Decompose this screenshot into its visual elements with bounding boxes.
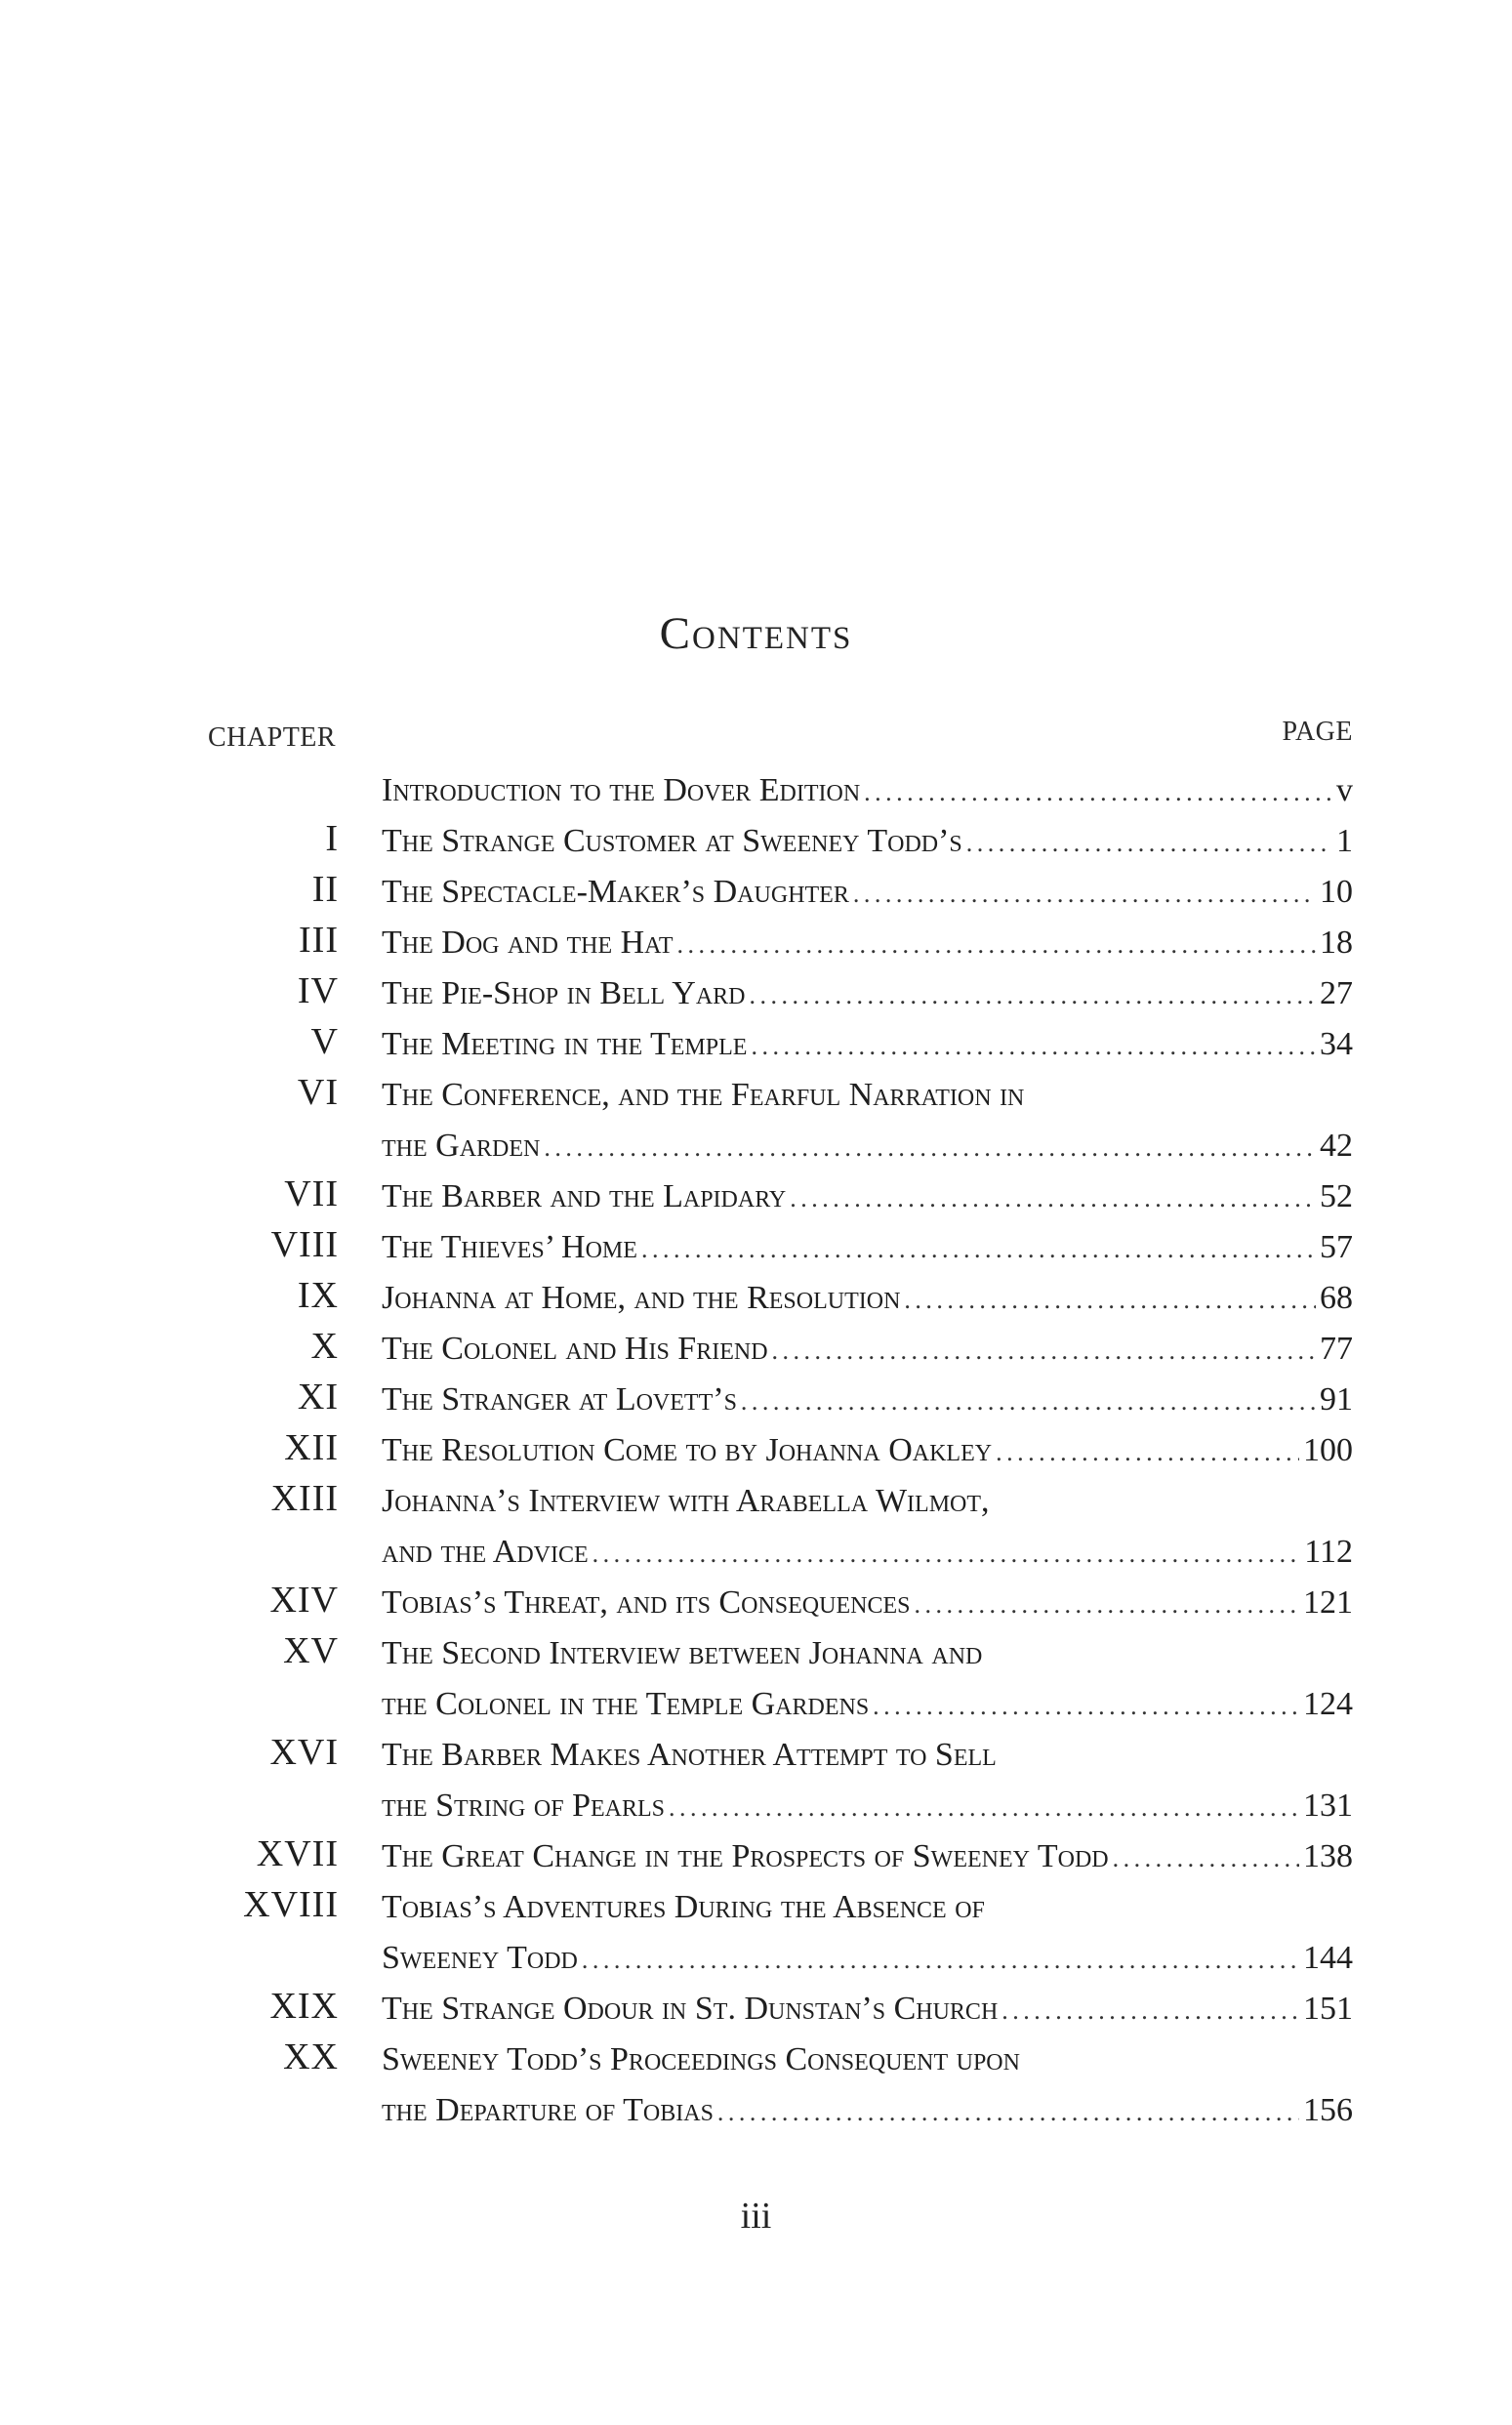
chapter-number: XIX	[269, 1986, 339, 2027]
toc-entry	[0, 916, 1512, 966]
dot-leader	[864, 778, 1332, 807]
chapter-number: IX	[297, 1275, 339, 1316]
chapter-number: X	[310, 1326, 339, 1367]
chapter-number: XII	[284, 1427, 339, 1468]
chapter-title	[382, 1483, 1353, 1520]
chapter-column-label: CHAPTER	[208, 722, 337, 753]
dot-leader	[669, 1793, 1299, 1823]
chapter-title-text: Tobias’s Adventures During the Absence of	[382, 1889, 985, 1925]
toc-line	[0, 2083, 1512, 2134]
chapter-number: VI	[297, 1072, 339, 1113]
page-number: 124	[1303, 1686, 1353, 1722]
toc-line	[0, 1119, 1512, 1170]
page-number: 57	[1320, 1229, 1353, 1265]
chapter-number: I	[325, 818, 339, 859]
chapter-title-text: The Pie-Shop in Bell Yard	[382, 975, 746, 1011]
page-number: 10	[1320, 874, 1353, 910]
chapter-title-text: The Second Interview between Johanna and	[382, 1635, 983, 1671]
page-number: 112	[1304, 1534, 1353, 1570]
toc-line	[0, 1931, 1512, 1982]
toc-line	[0, 1779, 1512, 1829]
dot-leader	[904, 1286, 1316, 1315]
toc-entry	[0, 1271, 1512, 1322]
toc-entry	[0, 1728, 1512, 1829]
toc-line	[0, 1423, 1512, 1474]
dot-leader	[751, 1032, 1316, 1061]
toc-entry	[0, 1829, 1512, 1880]
page-folio: iii	[740, 2196, 772, 2237]
toc-line	[0, 1626, 1512, 1677]
toc-entry	[0, 1423, 1512, 1474]
page-number: 121	[1303, 1584, 1353, 1621]
toc-line	[0, 1728, 1512, 1779]
chapter-title-text: The Barber and the Lapidary	[382, 1178, 787, 1214]
dot-leader	[1113, 1844, 1299, 1873]
chapter-number: XVIII	[243, 1884, 339, 1925]
chapter-title-text: Introduction to the Dover Edition	[382, 772, 861, 808]
chapter-title-text: The Colonel and His Friend	[382, 1331, 768, 1367]
page-number: 151	[1303, 1991, 1353, 2027]
chapter-title-text: Sweeney Todd’s Proceedings Consequent upon	[382, 2041, 1020, 2077]
chapter-title-text: The Resolution Come to by Johanna Oakley	[382, 1432, 993, 1468]
dot-leader	[996, 1438, 1299, 1467]
chapter-title-text: Sweeney Todd	[382, 1940, 578, 1976]
toc-line	[0, 814, 1512, 865]
chapter-title-text: The Conference, and the Fearful Narration in	[382, 1077, 1025, 1113]
chapter-title-text: The Spectacle-Maker’s Daughter	[382, 874, 849, 910]
chapter-title	[382, 1128, 1353, 1165]
chapter-title-text: the String of Pearls	[382, 1788, 665, 1824]
toc-entry	[0, 1474, 1512, 1576]
chapter-title-text: the Colonel in the Temple Gardens	[382, 1686, 870, 1722]
page-number: 138	[1303, 1838, 1353, 1874]
chapter-number: III	[299, 920, 339, 961]
toc-line	[0, 1525, 1512, 1576]
chapter-number: XVI	[269, 1732, 339, 1773]
toc-line	[0, 1474, 1512, 1525]
chapter-number: XI	[297, 1377, 339, 1418]
toc-line	[0, 1220, 1512, 1271]
chapter-title-text: The Great Change in the Prospects of Sweeney Todd	[382, 1838, 1109, 1874]
chapter-title	[382, 1381, 1353, 1418]
page-number: 68	[1320, 1280, 1353, 1316]
dot-leader	[1001, 1996, 1299, 2026]
toc-entry	[0, 966, 1512, 1017]
toc-entry	[0, 1982, 1512, 2033]
toc-line	[0, 916, 1512, 966]
chapter-number: VIII	[270, 1224, 339, 1265]
toc-entry	[0, 1626, 1512, 1728]
chapter-number: XVII	[256, 1833, 339, 1874]
chapter-title	[382, 1889, 1353, 1926]
chapter-title-text: The Stranger at Lovett’s	[382, 1381, 737, 1418]
chapter-title	[382, 1331, 1353, 1368]
page-number: 77	[1320, 1331, 1353, 1367]
toc-line	[0, 1829, 1512, 1880]
toc-line	[0, 2033, 1512, 2083]
chapter-title	[382, 1432, 1353, 1469]
chapter-title	[382, 1280, 1353, 1317]
page-number: 34	[1320, 1026, 1353, 1062]
toc-entry	[0, 814, 1512, 865]
chapter-title	[382, 1838, 1353, 1875]
page-number: v	[1336, 772, 1353, 808]
page-number: 91	[1320, 1381, 1353, 1418]
chapter-title-text: The Meeting in the Temple	[382, 1026, 748, 1062]
dot-leader	[966, 829, 1332, 858]
chapter-number: II	[311, 869, 339, 910]
chapter-title	[382, 1686, 1353, 1723]
toc-entry	[0, 1322, 1512, 1373]
page-number: 27	[1320, 975, 1353, 1011]
chapter-title	[382, 772, 1353, 809]
chapter-number: VII	[284, 1173, 339, 1214]
chapter-number: XIV	[269, 1580, 339, 1621]
chapter-number: V	[310, 1021, 339, 1062]
chapter-title	[382, 1788, 1353, 1825]
dot-leader	[641, 1235, 1316, 1264]
toc-line	[0, 1677, 1512, 1728]
toc-line	[0, 1017, 1512, 1068]
toc-entry	[0, 1017, 1512, 1068]
page-number: 1	[1336, 823, 1353, 859]
dot-leader	[582, 1946, 1299, 1975]
toc-line	[0, 1271, 1512, 1322]
chapter-title-text: Tobias’s Threat, and its Consequences	[382, 1584, 911, 1621]
toc-line	[0, 966, 1512, 1017]
toc-line	[0, 1880, 1512, 1931]
chapter-title	[382, 1635, 1353, 1672]
dot-leader	[717, 2098, 1299, 2127]
chapter-title	[382, 1584, 1353, 1622]
chapter-title-text: the Garden	[382, 1128, 541, 1164]
dot-leader	[677, 930, 1316, 960]
page-number: 42	[1320, 1128, 1353, 1164]
chapter-title	[382, 975, 1353, 1012]
chapter-title	[382, 1178, 1353, 1215]
toc-entry	[0, 2033, 1512, 2134]
dot-leader	[741, 1387, 1316, 1417]
chapter-title	[382, 1534, 1353, 1571]
chapter-number: XX	[283, 2036, 339, 2077]
chapter-title	[382, 1940, 1353, 1977]
toc-line	[0, 1576, 1512, 1626]
chapter-title-text: The Thieves’ Home	[382, 1229, 637, 1265]
chapter-title	[382, 925, 1353, 962]
toc-entry	[0, 763, 1512, 814]
chapter-title-text: The Dog and the Hat	[382, 925, 674, 961]
chapter-title-text: The Strange Customer at Sweeney Todd’s	[382, 823, 962, 859]
table-of-contents	[0, 763, 1512, 2134]
toc-entry	[0, 1880, 1512, 1982]
toc-entry	[0, 1170, 1512, 1220]
toc-line	[0, 1982, 1512, 2033]
chapter-title	[382, 1026, 1353, 1063]
page-number: 100	[1303, 1432, 1353, 1468]
contents-heading: Contents	[659, 608, 853, 659]
chapter-title-text: The Barber Makes Another Attempt to Sell	[382, 1737, 997, 1773]
chapter-number: IV	[297, 970, 339, 1011]
chapter-title	[382, 1991, 1353, 2028]
chapter-number: XV	[283, 1630, 339, 1671]
chapter-number: XIII	[270, 1478, 339, 1519]
chapter-title-text: The Strange Odour in St. Dunstan’s Church	[382, 1991, 999, 2027]
chapter-title	[382, 2041, 1353, 2078]
chapter-title	[382, 823, 1353, 860]
chapter-title	[382, 874, 1353, 911]
chapter-title-text: and the Advice	[382, 1534, 589, 1570]
chapter-title-text: Johanna’s Interview with Arabella Wilmot,	[382, 1483, 990, 1519]
toc-entry	[0, 1220, 1512, 1271]
toc-line	[0, 1373, 1512, 1423]
toc-line	[0, 763, 1512, 814]
dot-leader	[544, 1133, 1316, 1163]
dot-leader	[873, 1692, 1299, 1721]
page-number: 18	[1320, 925, 1353, 961]
toc-entry	[0, 1068, 1512, 1170]
chapter-title	[382, 2092, 1353, 2129]
toc-line	[0, 1068, 1512, 1119]
dot-leader	[853, 880, 1316, 909]
page-number: 131	[1303, 1788, 1353, 1824]
dot-leader	[593, 1540, 1301, 1569]
dot-leader	[772, 1336, 1316, 1366]
chapter-title	[382, 1229, 1353, 1266]
toc-entry	[0, 1576, 1512, 1626]
page-number: 52	[1320, 1178, 1353, 1214]
toc-line	[0, 1170, 1512, 1220]
dot-leader	[914, 1590, 1299, 1620]
chapter-title-text: the Departure of Tobias	[382, 2092, 714, 2128]
dot-leader	[750, 981, 1316, 1010]
chapter-title	[382, 1077, 1353, 1114]
toc-line	[0, 1322, 1512, 1373]
chapter-title	[382, 1737, 1353, 1774]
chapter-title-text: Johanna at Home, and the Resolution	[382, 1280, 901, 1316]
dot-leader	[790, 1184, 1316, 1213]
page-column-label: PAGE	[1282, 717, 1353, 747]
toc-entry	[0, 865, 1512, 916]
page-number: 144	[1303, 1940, 1353, 1976]
toc-entry	[0, 1373, 1512, 1423]
page-number: 156	[1303, 2092, 1353, 2128]
toc-line	[0, 865, 1512, 916]
